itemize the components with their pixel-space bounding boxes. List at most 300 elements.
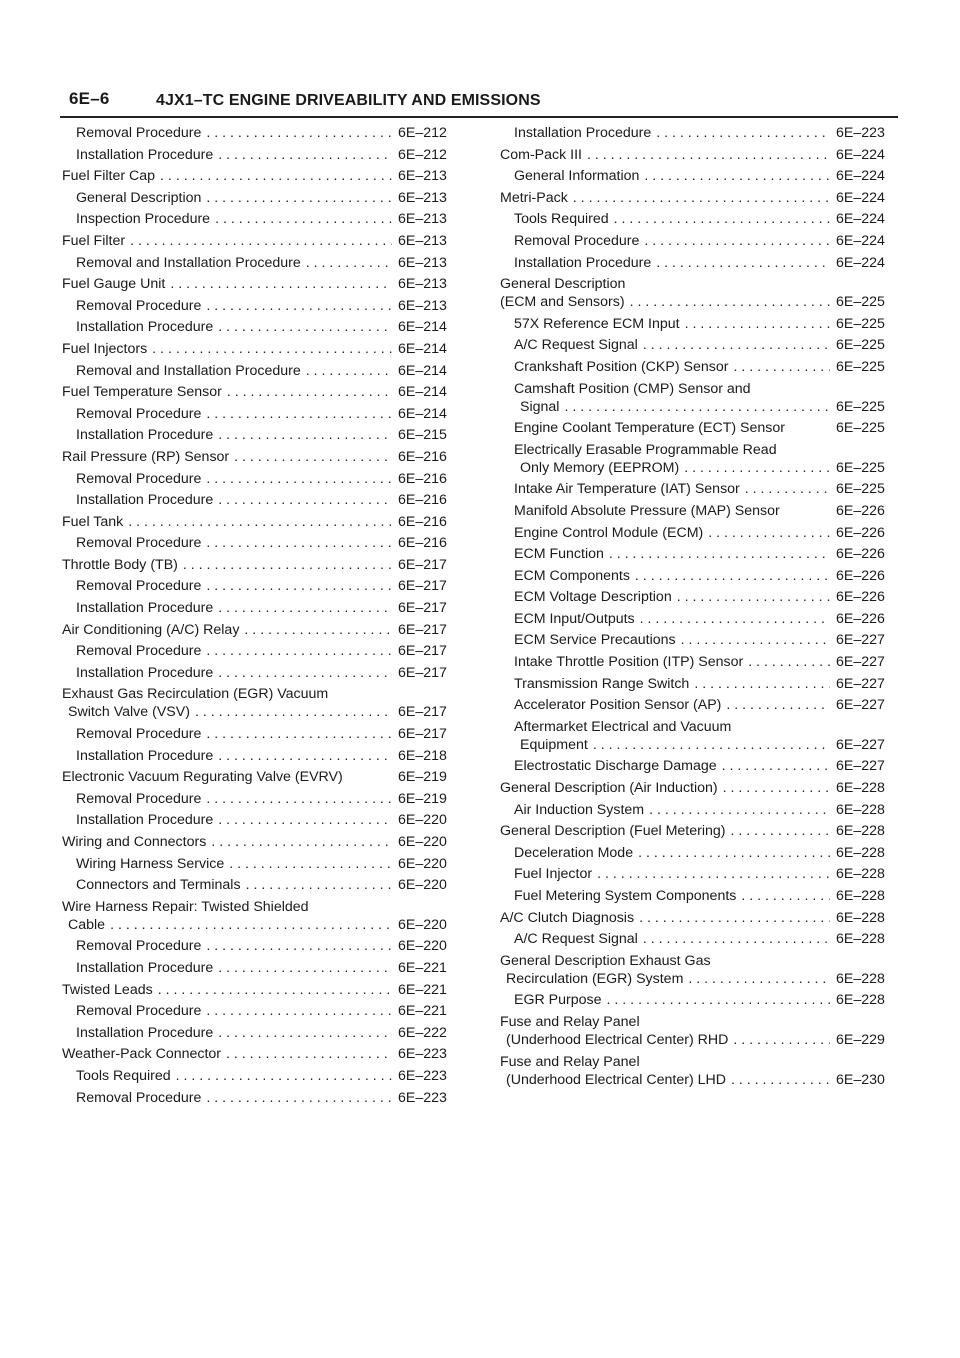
dot-leader (643, 336, 830, 354)
toc-entry-title: Fuel Tank (62, 513, 124, 530)
toc-entry[interactable] (500, 419, 898, 437)
toc-entry[interactable] (62, 959, 460, 977)
dot-leader (206, 642, 392, 660)
toc-entry[interactable] (62, 685, 460, 721)
toc-entry-title: Transmission Range Switch (514, 675, 690, 692)
toc-entry-title: 57X Reference ECM Input (514, 315, 680, 332)
dot-leader (206, 1002, 392, 1020)
toc-page-ref: 6E–227 (836, 758, 885, 775)
toc-page-ref: 6E–216 (398, 513, 447, 530)
toc-entry-title: Removal Procedure (76, 790, 202, 807)
toc-entry[interactable] (500, 610, 898, 628)
toc-entry[interactable] (62, 768, 460, 786)
toc-entry[interactable] (500, 254, 898, 272)
dot-leader (564, 398, 830, 416)
toc-entry[interactable] (500, 480, 898, 498)
toc-entry[interactable] (500, 779, 898, 797)
toc-entry-title: Removal Procedure (76, 470, 202, 487)
toc-entry-title: Removal Procedure (76, 405, 202, 422)
dot-leader (229, 855, 392, 873)
toc-entry-title: A/C Request Signal (514, 931, 638, 948)
toc-entry[interactable] (500, 865, 898, 883)
toc-entry[interactable] (500, 991, 898, 1009)
toc-entry-title: Connectors and Terminals (76, 877, 241, 894)
toc-page-ref: 6E–228 (836, 888, 885, 904)
toc-entry-title: Equipment (520, 736, 588, 753)
toc-page-ref: 6E–213 (398, 297, 447, 314)
toc-page-ref: 6E–214 (398, 340, 447, 357)
dot-leader (306, 362, 392, 380)
toc-page-ref: 6E–226 (836, 524, 885, 541)
toc-entry[interactable] (62, 556, 460, 574)
toc-entry[interactable] (62, 876, 460, 894)
toc-entry-title: Installation Procedure (514, 254, 652, 271)
dot-leader (110, 916, 392, 934)
toc-entry[interactable] (500, 275, 898, 311)
dot-leader (211, 833, 392, 851)
toc-entry-title: Cable (68, 916, 106, 933)
toc-page-ref: 6E–220 (398, 855, 447, 872)
toc-entry[interactable] (62, 1002, 460, 1020)
toc-entry-title: Crankshaft Position (CKP) Sensor (514, 358, 729, 375)
toc-page-ref: 6E–221 (398, 981, 447, 998)
toc-page-ref: 6E–227 (836, 675, 885, 692)
toc-left-column (62, 124, 460, 1110)
toc-entry-title: Fuel Injector (514, 866, 593, 883)
toc-entry-title: Installation Procedure (76, 812, 214, 829)
toc-page-ref: 6E–212 (398, 146, 447, 163)
toc-page-ref: 6E–225 (836, 315, 885, 332)
toc-page-ref: 6E–213 (398, 168, 447, 185)
toc-entry[interactable] (62, 747, 460, 765)
dot-leader (593, 736, 830, 754)
toc-entry[interactable] (500, 189, 898, 207)
dot-leader (128, 513, 392, 531)
dot-leader (630, 293, 830, 311)
toc-entry-title: Electronic Vacuum Regurating Valve (EVRV) (62, 769, 343, 786)
toc-entry-title: Inspection Procedure (76, 211, 211, 228)
dot-leader (206, 790, 392, 808)
toc-entry-title: Installation Procedure (514, 125, 652, 141)
dot-leader (745, 480, 830, 498)
toc-page-ref: 6E–218 (398, 747, 447, 764)
toc-entry-title: Engine Control Module (ECM) (514, 524, 704, 541)
toc-entry-title: Fuel Filter Cap (62, 168, 156, 185)
toc-entry[interactable] (62, 189, 460, 207)
dot-leader (597, 865, 830, 883)
toc-entry[interactable] (500, 315, 898, 333)
toc-page-ref: 6E–212 (398, 125, 447, 141)
toc-page-ref: 6E–224 (836, 211, 885, 228)
dot-leader (643, 930, 830, 948)
toc-entry-title: A/C Request Signal (514, 337, 638, 354)
dot-leader (160, 167, 392, 185)
toc-page-ref: 6E–229 (836, 1031, 885, 1048)
toc-page-ref: 6E–217 (398, 621, 447, 638)
dot-leader (656, 124, 830, 142)
toc-entry[interactable] (62, 642, 460, 660)
dot-leader (227, 383, 392, 401)
dot-leader (218, 491, 392, 509)
dot-leader (573, 189, 830, 207)
toc-page-ref: 6E–221 (398, 1003, 447, 1020)
toc-entry[interactable] (500, 146, 898, 164)
toc-entry-title: Removal Procedure (76, 1089, 202, 1106)
toc-entry[interactable] (62, 167, 460, 185)
toc-page-ref: 6E–228 (836, 970, 885, 987)
toc-entry[interactable] (62, 124, 460, 142)
toc-entry[interactable] (62, 448, 460, 466)
toc-entry[interactable] (62, 1089, 460, 1107)
toc-page-ref: 6E–223 (398, 1089, 447, 1106)
toc-entry-title: Fuse and Relay Panel (500, 1013, 640, 1030)
toc-entry-title: A/C Clutch Diagnosis (500, 909, 635, 926)
toc-entry[interactable] (500, 502, 898, 520)
dot-leader (677, 588, 830, 606)
toc-entry-title: ECM Voltage Description (514, 589, 672, 606)
dot-leader (152, 340, 392, 358)
toc-entry[interactable] (500, 952, 898, 988)
dot-leader (170, 275, 392, 293)
dot-leader (649, 801, 830, 819)
toc-entry-title: EGR Purpose (514, 992, 602, 1009)
toc-page-ref: 6E–215 (398, 427, 447, 444)
dot-leader (638, 844, 830, 862)
dot-leader (206, 534, 392, 552)
toc-entry[interactable] (500, 675, 898, 693)
toc-entry-title: Removal Procedure (76, 535, 202, 552)
toc-entry[interactable] (500, 696, 898, 714)
toc-entry[interactable] (500, 336, 898, 354)
toc-entry[interactable] (500, 567, 898, 585)
toc-entry-title: (ECM and Sensors) (500, 294, 625, 311)
toc-entry-title: Accelerator Position Sensor (AP) (514, 697, 722, 714)
toc-entry-title: Fuse and Relay Panel (500, 1053, 640, 1070)
toc-page-ref: 6E–220 (398, 877, 447, 894)
dot-leader (244, 621, 392, 639)
toc-page-ref: 6E–216 (398, 492, 447, 509)
dot-leader (733, 358, 830, 376)
toc-entry-title: Com-Pack III (500, 146, 582, 163)
toc-page-ref: 6E–228 (836, 780, 885, 797)
toc-entry[interactable] (500, 887, 898, 905)
toc-page-ref: 6E–228 (836, 992, 885, 1009)
toc-entry[interactable] (62, 855, 460, 873)
toc-entry-title: Aftermarket Electrical and Vacuum (514, 718, 732, 735)
toc-page-ref: 6E–216 (398, 470, 447, 487)
toc-entry[interactable] (500, 441, 898, 477)
toc-entry-title: Tools Required (76, 1067, 171, 1084)
toc-page-ref: 6E–214 (398, 319, 447, 336)
dot-leader (722, 757, 830, 775)
toc-entry-title: (Underhood Electrical Center) RHD (506, 1031, 729, 1048)
dot-leader (234, 448, 392, 466)
toc-entry[interactable] (62, 833, 460, 851)
toc-entry[interactable] (62, 426, 460, 444)
toc-page-ref: 6E–216 (398, 448, 447, 465)
dot-leader (218, 747, 392, 765)
toc-entry[interactable] (62, 297, 460, 315)
toc-entry-title: ECM Components (514, 567, 630, 584)
dot-leader (708, 524, 830, 542)
toc-entry-title: Removal Procedure (76, 297, 202, 314)
dot-leader (176, 1067, 392, 1085)
toc-page-ref: 6E–213 (398, 254, 447, 271)
toc-entry-title: Removal Procedure (76, 125, 202, 141)
dot-leader (158, 981, 392, 999)
dot-leader (206, 1089, 392, 1107)
toc-entry-title: Installation Procedure (76, 146, 214, 163)
toc-entry-title: Engine Coolant Temperature (ECT) Sensor (514, 420, 786, 437)
toc-entry[interactable] (62, 340, 460, 358)
toc-page-ref: 6E–226 (836, 589, 885, 606)
toc-entry-title: Switch Valve (VSV) (68, 704, 190, 721)
toc-entry-title: Removal Procedure (76, 938, 202, 955)
toc-entry-title: General Information (514, 168, 640, 185)
toc-entry[interactable] (62, 621, 460, 639)
toc-entry[interactable] (500, 545, 898, 563)
dot-leader (640, 610, 830, 628)
toc-entry-title: Exhaust Gas Recirculation (EGR) Vacuum (62, 686, 329, 703)
toc-page-ref: 6E–222 (398, 1024, 447, 1041)
dot-leader (195, 703, 392, 721)
toc-entry-title: ECM Service Precautions (514, 632, 676, 649)
toc-entry[interactable] (500, 380, 898, 416)
toc-entry-title: Metri-Pack (500, 189, 568, 206)
dot-leader (206, 124, 392, 142)
toc-page-ref: 6E–227 (836, 736, 885, 753)
toc-entry[interactable] (62, 254, 460, 272)
toc-entry[interactable] (500, 1013, 898, 1049)
toc-entry-title: Recirculation (EGR) System (506, 970, 684, 987)
toc-page-ref: 6E–223 (398, 1046, 447, 1063)
dot-leader (748, 653, 830, 671)
toc-entry-title: Rail Pressure (RP) Sensor (62, 448, 230, 465)
dot-leader (218, 599, 392, 617)
toc-entry-title: Installation Procedure (76, 1024, 214, 1041)
toc-entry-title: Manifold Absolute Pressure (MAP) Sensor (514, 502, 780, 519)
toc-page-ref: 6E–213 (398, 276, 447, 293)
dot-leader (694, 675, 830, 693)
toc-page-ref: 6E–228 (836, 823, 885, 840)
toc-entry-title: ECM Function (514, 546, 604, 563)
toc-entry[interactable] (500, 757, 898, 775)
dot-leader (726, 696, 830, 714)
toc-page-ref: 6E–225 (836, 481, 885, 498)
toc-entry[interactable] (500, 524, 898, 542)
dot-leader (685, 315, 830, 333)
toc-page-ref: 6E–228 (836, 844, 885, 861)
toc-entry[interactable] (62, 981, 460, 999)
toc-entry[interactable] (500, 909, 898, 927)
dot-leader (206, 189, 392, 207)
toc-entry[interactable] (62, 210, 460, 228)
toc-page-ref: 6E–216 (398, 535, 447, 552)
toc-page-ref: 6E–220 (398, 812, 447, 829)
dot-leader (130, 232, 392, 250)
dot-leader (206, 577, 392, 595)
toc-page-ref: 6E–219 (398, 790, 447, 807)
toc-entry-title: Fuel Filter (62, 232, 126, 249)
toc-entry[interactable] (62, 599, 460, 617)
toc-page-ref: 6E–224 (836, 254, 885, 271)
toc-page-ref: 6E–225 (836, 420, 885, 437)
toc-page-ref: 6E–223 (836, 125, 885, 141)
toc-page-ref: 6E–213 (398, 232, 447, 249)
toc-entry-title: Removal Procedure (514, 232, 640, 249)
toc-page-ref: 6E–226 (836, 567, 885, 584)
toc-page-ref: 6E–225 (836, 358, 885, 375)
toc-page-ref: 6E–217 (398, 726, 447, 743)
toc-entry-title: Signal (520, 398, 560, 415)
toc-entry[interactable] (500, 358, 898, 376)
toc-page-ref: 6E–227 (836, 632, 885, 649)
toc-entry-title: Deceleration Mode (514, 844, 634, 861)
toc-entry[interactable] (62, 362, 460, 380)
toc-entry[interactable] (62, 405, 460, 423)
dot-leader (723, 779, 830, 797)
toc-page-ref: 6E–214 (398, 362, 447, 379)
toc-entry-title: Intake Air Temperature (IAT) Sensor (514, 481, 740, 498)
dot-leader (206, 470, 392, 488)
toc-page-ref: 6E–226 (836, 546, 885, 563)
dot-leader (206, 405, 392, 423)
dot-leader (218, 146, 392, 164)
toc-entry[interactable] (62, 383, 460, 401)
dot-leader (731, 1071, 830, 1089)
dot-leader (733, 1031, 830, 1049)
toc-entry[interactable] (62, 790, 460, 808)
toc-entry-title: Air Induction System (514, 801, 645, 818)
dot-leader (635, 567, 830, 585)
toc-entry-title: Installation Procedure (76, 664, 214, 681)
page-title: 4JX1–TC ENGINE DRIVEABILITY AND EMISSIONS (156, 92, 541, 109)
dot-leader (644, 167, 830, 185)
toc-entry[interactable] (62, 275, 460, 293)
toc-page-ref: 6E–225 (836, 337, 885, 354)
toc-page-ref: 6E–224 (836, 168, 885, 185)
toc-page-ref: 6E–225 (836, 398, 885, 415)
toc-entry[interactable] (62, 664, 460, 682)
toc-entry[interactable] (62, 937, 460, 955)
toc-entry[interactable] (500, 210, 898, 228)
toc-entry-title: Camshaft Position (CMP) Sensor and (514, 380, 751, 397)
toc-entry[interactable] (500, 124, 898, 142)
toc-page-ref: 6E–217 (398, 556, 447, 573)
toc-entry[interactable] (62, 534, 460, 552)
toc-page-ref: 6E–219 (398, 769, 447, 786)
dot-leader (639, 909, 830, 927)
toc-entry[interactable] (62, 811, 460, 829)
toc-entry-title: Fuel Injectors (62, 340, 148, 357)
toc-entry-title: Installation Procedure (76, 959, 214, 976)
toc-entry-title: Only Memory (EEPROM) (520, 459, 680, 476)
toc-entry[interactable] (500, 1053, 898, 1089)
toc-entry[interactable] (500, 844, 898, 862)
toc-entry[interactable] (500, 653, 898, 671)
toc-page-ref: 6E–217 (398, 664, 447, 681)
toc-entry[interactable] (62, 577, 460, 595)
toc-entry-title: Installation Procedure (76, 747, 214, 764)
toc-entry[interactable] (62, 232, 460, 250)
dot-leader (684, 459, 830, 477)
toc-entry[interactable] (500, 631, 898, 649)
toc-entry-title: General Description (Air Induction) (500, 780, 718, 797)
dot-leader (206, 725, 392, 743)
toc-page-ref: 6E–213 (398, 189, 447, 206)
toc-entry[interactable] (62, 470, 460, 488)
toc-page-ref: 6E–221 (398, 959, 447, 976)
toc-entry[interactable] (500, 930, 898, 948)
toc-entry-title: (Underhood Electrical Center) LHD (506, 1071, 726, 1088)
toc-entry[interactable] (62, 491, 460, 509)
toc-entry-title: Air Conditioning (A/C) Relay (62, 621, 240, 638)
toc-entry[interactable] (500, 822, 898, 840)
toc-page-ref: 6E–230 (836, 1071, 885, 1088)
toc-page-ref: 6E–224 (836, 232, 885, 249)
toc-entry[interactable] (500, 167, 898, 185)
toc-entry[interactable] (62, 898, 460, 934)
page-number: 6E–6 (69, 89, 110, 108)
toc-entry[interactable] (62, 318, 460, 336)
toc-entry[interactable] (500, 718, 898, 754)
toc-entry-title: Weather-Pack Connector (62, 1046, 222, 1063)
toc-entry[interactable] (62, 146, 460, 164)
toc-entry-title: Tools Required (514, 211, 609, 228)
toc-entry-title: Installation Procedure (76, 319, 214, 336)
dot-leader (218, 959, 392, 977)
toc-page-ref: 6E–227 (836, 654, 885, 671)
toc-entry-title: Removal and Installation Procedure (76, 362, 301, 379)
toc-entry-title: Throttle Body (TB) (62, 556, 178, 573)
toc-entry-title: Installation Procedure (76, 600, 214, 617)
toc-entry-title: Electrostatic Discharge Damage (514, 758, 717, 775)
toc-entry-title: General Description (500, 276, 626, 293)
dot-leader (218, 318, 392, 336)
dot-leader (206, 937, 392, 955)
toc-entry[interactable] (62, 1024, 460, 1042)
toc-entry[interactable] (62, 1045, 460, 1063)
toc-entry-title: Wire Harness Repair: Twisted Shielded (62, 898, 309, 915)
toc-entry-title: Removal and Installation Procedure (76, 254, 301, 271)
toc-entry[interactable] (500, 801, 898, 819)
toc-entry-title: General Description (76, 189, 202, 206)
toc-page-ref: 6E–228 (836, 801, 885, 818)
toc-page-ref: 6E–226 (836, 610, 885, 627)
toc-entry[interactable] (62, 513, 460, 531)
toc-entry[interactable] (62, 725, 460, 743)
toc-page-ref: 6E–226 (836, 502, 885, 519)
dot-leader (614, 210, 830, 228)
toc-entry-title: Removal Procedure (76, 1003, 202, 1020)
dot-leader (656, 254, 830, 272)
dot-leader (218, 1024, 392, 1042)
toc-entry[interactable] (500, 588, 898, 606)
dot-leader (218, 811, 392, 829)
toc-page-ref: 6E–227 (836, 697, 885, 714)
toc-entry[interactable] (62, 1067, 460, 1085)
toc-entry-title: Electrically Erasable Programmable Read (514, 441, 777, 458)
toc-page-ref: 6E–214 (398, 384, 447, 401)
toc-entry[interactable] (500, 232, 898, 250)
dot-leader (215, 210, 392, 228)
toc-entry-title: Fuel Gauge Unit (62, 276, 166, 293)
toc-entry-title: Installation Procedure (76, 492, 214, 509)
toc-page-ref: 6E–217 (398, 578, 447, 595)
toc-page-ref: 6E–228 (836, 866, 885, 883)
toc-entry-title: General Description Exhaust Gas (500, 952, 711, 969)
toc-page-ref: 6E–223 (398, 1067, 447, 1084)
